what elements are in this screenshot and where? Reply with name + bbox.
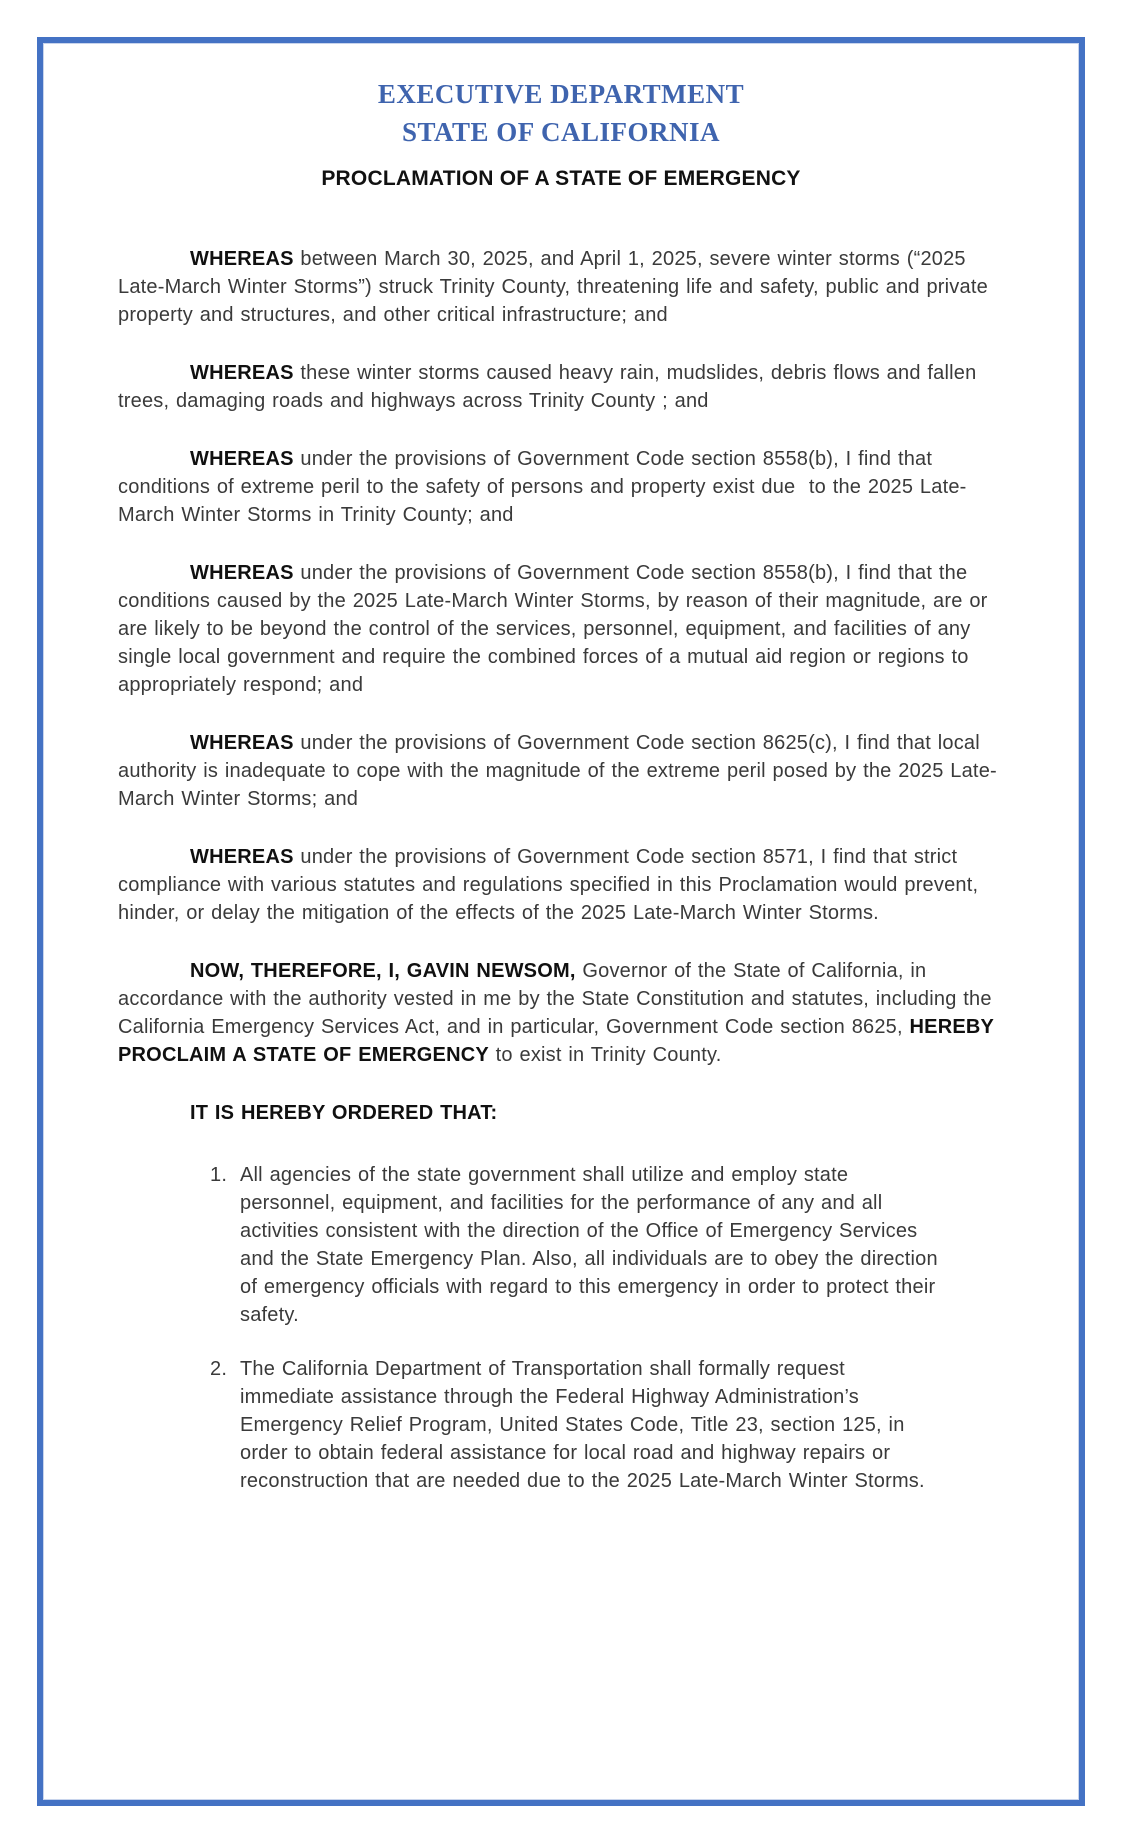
whereas-paragraph-6: [118, 843, 1018, 927]
ordered-item-1: [210, 1161, 1018, 1329]
whereas-keyword: WHEREAS: [190, 362, 294, 384]
item-number: 1.: [210, 1164, 228, 1186]
paragraph-text: between March 30, 2025, and April 1, 2025, severe winter storms (“2025 Late-March Winter Storms”) struck Trinity County, threatening life and safety, public and private property and structures, and other critical infrastructure; and: [118, 248, 988, 326]
paragraph-text: under the provisions of Government Code section 8558(b), I find that conditions of extreme peril to the safety of persons and property exist due to the 2025 Late-March Winter Storms in Trinity County; and: [118, 448, 967, 526]
whereas-keyword: WHEREAS: [190, 562, 294, 584]
whereas-keyword: WHEREAS: [190, 448, 294, 470]
whereas-paragraph-3: [118, 445, 1018, 529]
paragraph-text: to exist in Trinity County.: [488, 1044, 722, 1066]
therefore-keyword: NOW, THEREFORE, I, GAVIN NEWSOM,: [190, 960, 576, 982]
ordered-heading: IT IS HEREBY ORDERED THAT:: [190, 1102, 498, 1124]
item-number: 2.: [210, 1358, 228, 1380]
paragraph-text: Governor of the State of California, in accordance with the authority vested in me by the State Constitution and statutes, including the California Emergency Services Act, and in particular, Government Code section 8625,: [118, 960, 992, 1038]
document-content: [37, 37, 1085, 1806]
proclaim-keyword: HEREBY PROCLAIM A STATE OF EMERGENCY: [118, 1016, 994, 1066]
document-body: [118, 245, 1018, 1495]
paragraph-text: under the provisions of Government Code section 8558(b), I find that the conditions caused by the 2025 Late-March Winter Storms, by reason of their magnitude, are or are likely to be beyond the control of the services, personnel, equipment, and facilities of any single local government and require the combined forces of a mutual aid region or regions to appropriately respond; and: [118, 562, 988, 696]
whereas-keyword: WHEREAS: [190, 846, 294, 868]
ordered-item-2: [210, 1355, 1018, 1495]
letterhead: [37, 75, 1085, 151]
item-text: The California Department of Transportation shall formally request immediate assistance through the Federal Highway Administration’s Emergency Relief Program, United States Code, Title 23, section 125, in order to obtain federal assistance for local road and highway repairs or reconstruction that are needed due to the 2025 Late-March Winter Storms.: [240, 1358, 925, 1492]
letterhead-line-executive-department: EXECUTIVE DEPARTMENT: [377, 79, 745, 109]
ordered-list: [210, 1161, 1018, 1495]
whereas-keyword: WHEREAS: [190, 732, 294, 754]
item-text: All agencies of the state government shall utilize and employ state personnel, equipment, and facilities for the performance of any and all activities consistent with the direction of the Office of Emergency Services and the State Emergency Plan. Also, all individuals are to obey the direction of emergency officials with regard to this emergency in order to protect their safety.: [240, 1164, 938, 1326]
document-title: PROCLAMATION OF A STATE OF EMERGENCY: [321, 167, 801, 190]
letterhead-line-state-of-california: STATE OF CALIFORNIA: [401, 117, 721, 147]
whereas-paragraph-5: [118, 729, 1018, 813]
paragraph-text: under the provisions of Government Code section 8625(c), I find that local authority is inadequate to cope with the magnitude of the extreme peril posed by the 2025 Late-March Winter Storms; and: [118, 732, 997, 810]
whereas-keyword: WHEREAS: [190, 248, 294, 270]
whereas-paragraph-1: [118, 245, 1018, 329]
whereas-paragraph-4: [118, 559, 1018, 699]
therefore-paragraph: [118, 957, 1018, 1069]
whereas-paragraph-2: [118, 359, 1018, 415]
paragraph-text: under the provisions of Government Code section 8571, I find that strict compliance with various statutes and regulations specified in this Proclamation would prevent, hinder, or delay the mitigation of the effects of the 2025 Late-March Winter Storms.: [118, 846, 979, 924]
paragraph-text: these winter storms caused heavy rain, mudslides, debris flows and fallen trees, damaging roads and highways across Trinity County ; and: [118, 362, 977, 412]
